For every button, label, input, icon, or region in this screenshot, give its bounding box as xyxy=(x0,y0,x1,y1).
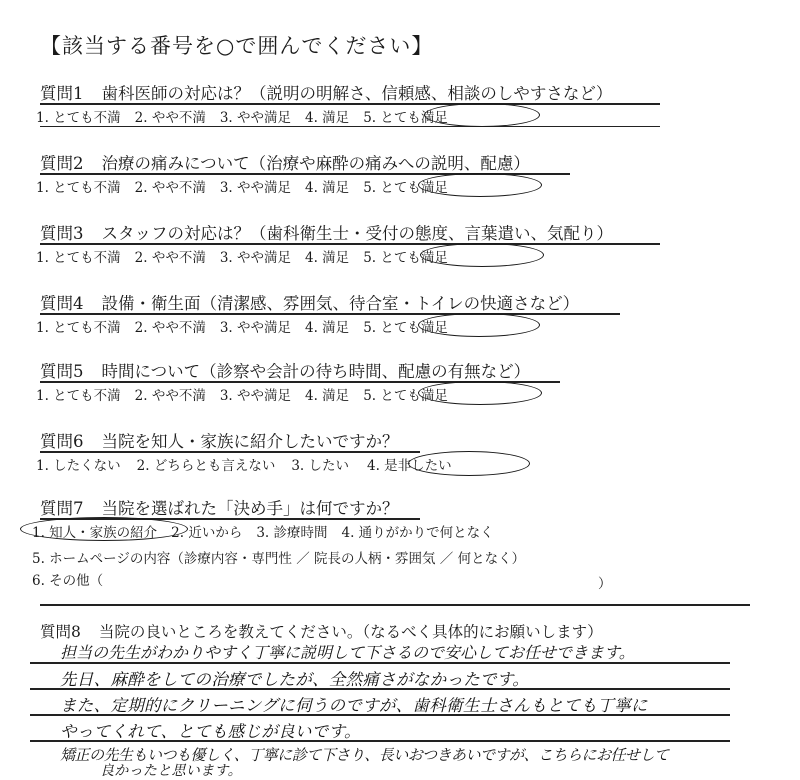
form-title: 【該当する番号を○で囲んでください】 xyxy=(40,34,434,58)
question-text: 当院を知人・家族に紹介したいですか？ xyxy=(101,432,399,451)
option-3[interactable]: 3. 診療時間 xyxy=(256,525,328,541)
option-4[interactable]: 4. 満足 xyxy=(305,250,350,266)
question-text: 設備・衛生面（清潔感、雰囲気、待合室・トイレの快適さなど） xyxy=(101,294,580,313)
question-label: 質問6 xyxy=(40,432,84,451)
handwriting-line-5: 矯正の先生もいつも優しく、丁寧に診て下さり、長いおつきあいですが、こちらにお任せして xyxy=(60,746,669,764)
option-6-close: ） xyxy=(598,576,612,592)
handwriting-line-1: 担当の先生がわかりやすく丁寧に説明して下さるので安心してお任せできます。 xyxy=(60,643,635,662)
option-3[interactable]: 3. やや満足 xyxy=(219,110,292,126)
question-text: 当院の良いところを教えてください。（なるべく具体的にお願いします） xyxy=(98,623,603,641)
option-1[interactable]: 1. 知人・家族の紹介 xyxy=(32,525,158,541)
option-1[interactable]: 1. とても不満 xyxy=(36,110,121,126)
option-5[interactable]: 5. とても満足 xyxy=(363,388,448,404)
option-3[interactable]: 3. やや満足 xyxy=(219,388,292,404)
option-5[interactable]: 5. とても満足 xyxy=(363,320,448,336)
question-text: 歯科医師の対応は？（説明の明解さ、信頼感、相談のしやすさなど） xyxy=(101,84,613,103)
section-rule xyxy=(40,604,750,606)
option-1[interactable]: 1. とても不満 xyxy=(36,250,121,266)
option-1[interactable]: 1. したくない xyxy=(36,458,121,474)
question-underline xyxy=(40,313,620,315)
question-underline xyxy=(40,243,660,245)
handwriting-line-2: 先日、麻酔をしての治療でしたが、全然痛さがなかったです。 xyxy=(60,670,530,689)
question-underline xyxy=(40,451,420,453)
option-4[interactable]: 4. 満足 xyxy=(305,180,350,196)
question-text: 当院を選ばれた「決め手」は何ですか？ xyxy=(101,499,399,518)
answer-circle xyxy=(418,313,540,337)
option-2[interactable]: 2. やや不満 xyxy=(134,320,206,336)
option-1[interactable]: 1. とても不満 xyxy=(36,180,121,196)
option-2[interactable]: 2. やや不満 xyxy=(134,110,206,126)
option-4[interactable]: 4. 満足 xyxy=(305,110,350,126)
option-3[interactable]: 3. やや満足 xyxy=(219,250,292,266)
handwriting-line-4: やってくれて、とても感じが良いです。 xyxy=(60,722,361,741)
option-4[interactable]: 4. 満足 xyxy=(305,388,350,404)
question-text: 時間について（診察や会計の待ち時間、配慮の有無など） xyxy=(101,362,531,381)
option-3[interactable]: 3. したい xyxy=(291,458,350,474)
answer-circle xyxy=(424,103,540,127)
option-2[interactable]: 2. どちらとも言えない xyxy=(136,458,276,474)
option-2[interactable]: 2. やや不満 xyxy=(134,180,206,196)
option-4[interactable]: 4. 通りがかりで何となく xyxy=(341,525,494,541)
question-label: 質問2 xyxy=(40,154,84,173)
option-5[interactable]: 5. とても満足 xyxy=(363,250,448,266)
question-label: 質問8 xyxy=(40,623,81,641)
option-5[interactable]: 5. とても満足 xyxy=(363,110,448,126)
question-text: 治療の痛みについて（治療や麻酔の痛みへの説明、配慮） xyxy=(101,154,530,173)
answer-circle xyxy=(418,173,542,197)
option-6[interactable]: 6. その他（ xyxy=(32,573,104,589)
option-3[interactable]: 3. やや満足 xyxy=(219,320,292,336)
options-underline xyxy=(40,126,660,127)
question-underline xyxy=(40,103,660,105)
answer-circle xyxy=(418,381,542,405)
handwriting-line-3: また、定期的にクリーニングに伺うのですが、歯科衛生士さんもとても丁寧に xyxy=(60,696,648,715)
option-2[interactable]: 2. やや不満 xyxy=(134,388,206,404)
answer-circle xyxy=(408,451,530,476)
option-4[interactable]: 4. 是非したい xyxy=(367,458,452,474)
question-label: 質問7 xyxy=(40,499,84,518)
option-2[interactable]: 2. 近いから xyxy=(171,525,243,541)
question-label: 質問4 xyxy=(40,294,84,313)
question-label: 質問1 xyxy=(40,84,84,103)
option-4[interactable]: 4. 満足 xyxy=(305,320,350,336)
option-5[interactable]: 5. とても満足 xyxy=(363,180,448,196)
option-5[interactable]: 5. ホームページの内容（診療内容・専門性 ／ 院長の人柄・雰囲気 ／ 何となく） xyxy=(32,551,526,567)
answer-circle xyxy=(20,517,188,541)
question-text: スタッフの対応は？（歯科衛生士・受付の態度、言葉遣い、気配り） xyxy=(101,224,613,243)
option-1[interactable]: 1. とても不満 xyxy=(36,320,121,336)
option-1[interactable]: 1. とても不満 xyxy=(36,388,121,404)
option-3[interactable]: 3. やや満足 xyxy=(219,180,292,196)
option-2[interactable]: 2. やや不満 xyxy=(134,250,206,266)
question-label: 質問5 xyxy=(40,362,84,381)
question-label: 質問3 xyxy=(40,224,84,243)
answer-circle xyxy=(420,243,544,267)
handwriting-line-6: 良かったと思います。 xyxy=(100,763,242,779)
